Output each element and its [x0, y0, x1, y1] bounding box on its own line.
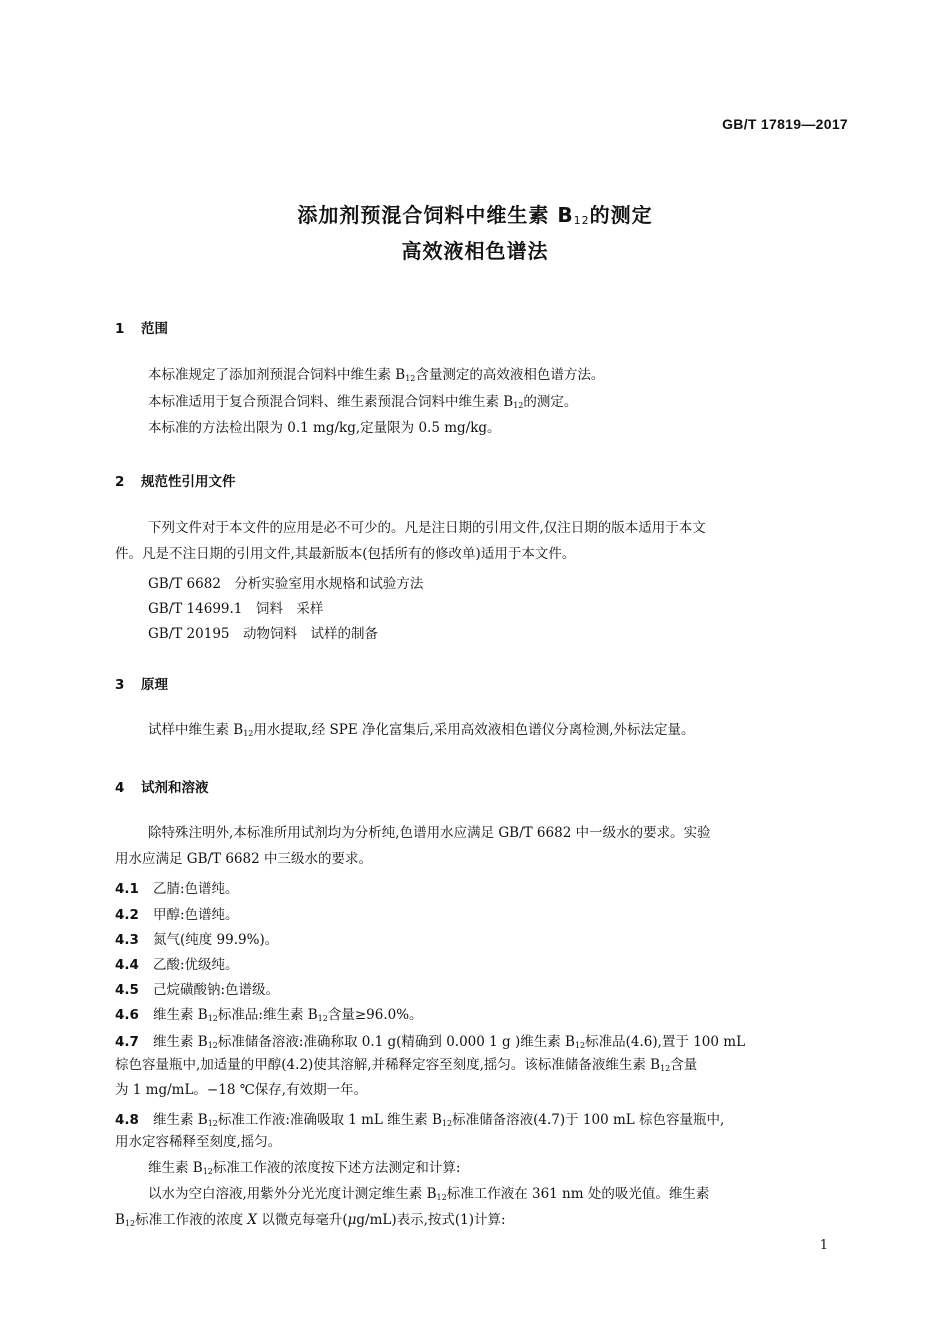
clause-4-5: 4.5 己烷磺酸钠:色谱级。 — [115, 982, 280, 998]
clause-4-4: 4.4 乙酸:优级纯。 — [115, 957, 239, 973]
document-title-line2: 高效液相色谱法 — [401, 239, 549, 263]
concentration-paragraph: 维生素 $B_{12}$标准工作液的浓度按下述方法测定和计算: — [148, 1160, 461, 1176]
section-2-intro-line1: 下列文件对于本文件的应用是必不可少的。凡是注日期的引用文件,仅注日期的版本适用于本文 — [148, 520, 706, 536]
absorbance-paragraph-line1: 以水为空白溶液,用紫外分光光度计测定维生素 $B_{12}$标准工作液在 361 nm 处的吸光值。维生素 — [148, 1186, 710, 1202]
normative-reference: GB/T 20195 动物饲料 试样的制备 — [148, 626, 378, 642]
absorbance-paragraph-line2: $B_{12}$标准工作液的浓度 X 以微克每毫升(μg/mL)表示,按式(1)计算: — [115, 1212, 506, 1228]
section-2-heading: 2 规范性引用文件 — [115, 474, 236, 490]
clause-4-7-line3: 为 1 mg/mL。−18 ℃保存,有效期一年。 — [115, 1082, 368, 1098]
section-1-heading: 1 范围 — [115, 321, 168, 337]
clause-4-7-line2: 棕色容量瓶中,加适量的甲醇(4.2)使其溶解,并稀释定容至刻度,摇匀。该标准储备液维生素 $B_{12}$含量 — [115, 1057, 698, 1073]
section-4-intro-line2: 用水应满足 GB/T 6682 中三级水的要求。 — [115, 851, 372, 867]
normative-reference: GB/T 14699.1 饲料 采样 — [148, 601, 324, 617]
section-1-paragraph-2: 本标准适用于复合预混合饲料、维生素预混合饲料中维生素 $B_{12}$的测定。 — [148, 394, 578, 410]
clause-4-7-line1: 4.7 维生素 $B_{12}$标准储备溶液:准确称取 0.1 g(精确到 0.000 1 g )维生素 $B_{12}$标准品(4.6),置于 100 mL — [115, 1034, 746, 1050]
section-3-paragraph: 试样中维生素 $B_{12}$用水提取,经 SPE 净化富集后,采用高效液相色谱仪分离检测,外标法定量。 — [148, 722, 695, 738]
standard-number: GB/T 17819—2017 — [722, 116, 848, 132]
clause-4-6: 4.6 维生素 $B_{12}$标准品:维生素 $B_{12}$含量≥96.0%。 — [115, 1007, 423, 1023]
page-number: 1 — [819, 1238, 828, 1253]
normative-reference: GB/T 6682 分析实验室用水规格和试验方法 — [148, 576, 424, 592]
clause-4-8-line1: 4.8 维生素 $B_{12}$标准工作液:准确吸取 1 mL 维生素 $B_{12}$标准储备溶液(4.7)于 100 mL 棕色容量瓶中, — [115, 1112, 725, 1128]
section-1-paragraph-3: 本标准的方法检出限为 0.1 mg/kg,定量限为 0.5 mg/kg。 — [148, 420, 501, 436]
clause-4-8-line2: 用水定容稀释至刻度,摇匀。 — [115, 1134, 282, 1150]
document-title-line1: 添加剂预混合饲料中维生素 $B_{12}$的测定 — [297, 203, 653, 227]
section-1-paragraph-1: 本标准规定了添加剂预混合饲料中维生素 $B_{12}$含量测定的高效液相色谱方法。 — [148, 367, 605, 383]
clause-4-1: 4.1 乙腈:色谱纯。 — [115, 881, 239, 897]
clause-4-3: 4.3 氮气(纯度 99.9%)。 — [115, 932, 279, 948]
section-4-intro-line1: 除特殊注明外,本标准所用试剂均为分析纯,色谱用水应满足 GB/T 6682 中一级水的要求。实验 — [148, 825, 711, 841]
section-3-heading: 3 原理 — [115, 677, 168, 693]
section-2-intro-line2: 件。凡是不注日期的引用文件,其最新版本(包括所有的修改单)适用于本文件。 — [115, 546, 576, 562]
clause-4-2: 4.2 甲醇:色谱纯。 — [115, 907, 239, 923]
section-4-heading: 4 试剂和溶液 — [115, 780, 209, 796]
